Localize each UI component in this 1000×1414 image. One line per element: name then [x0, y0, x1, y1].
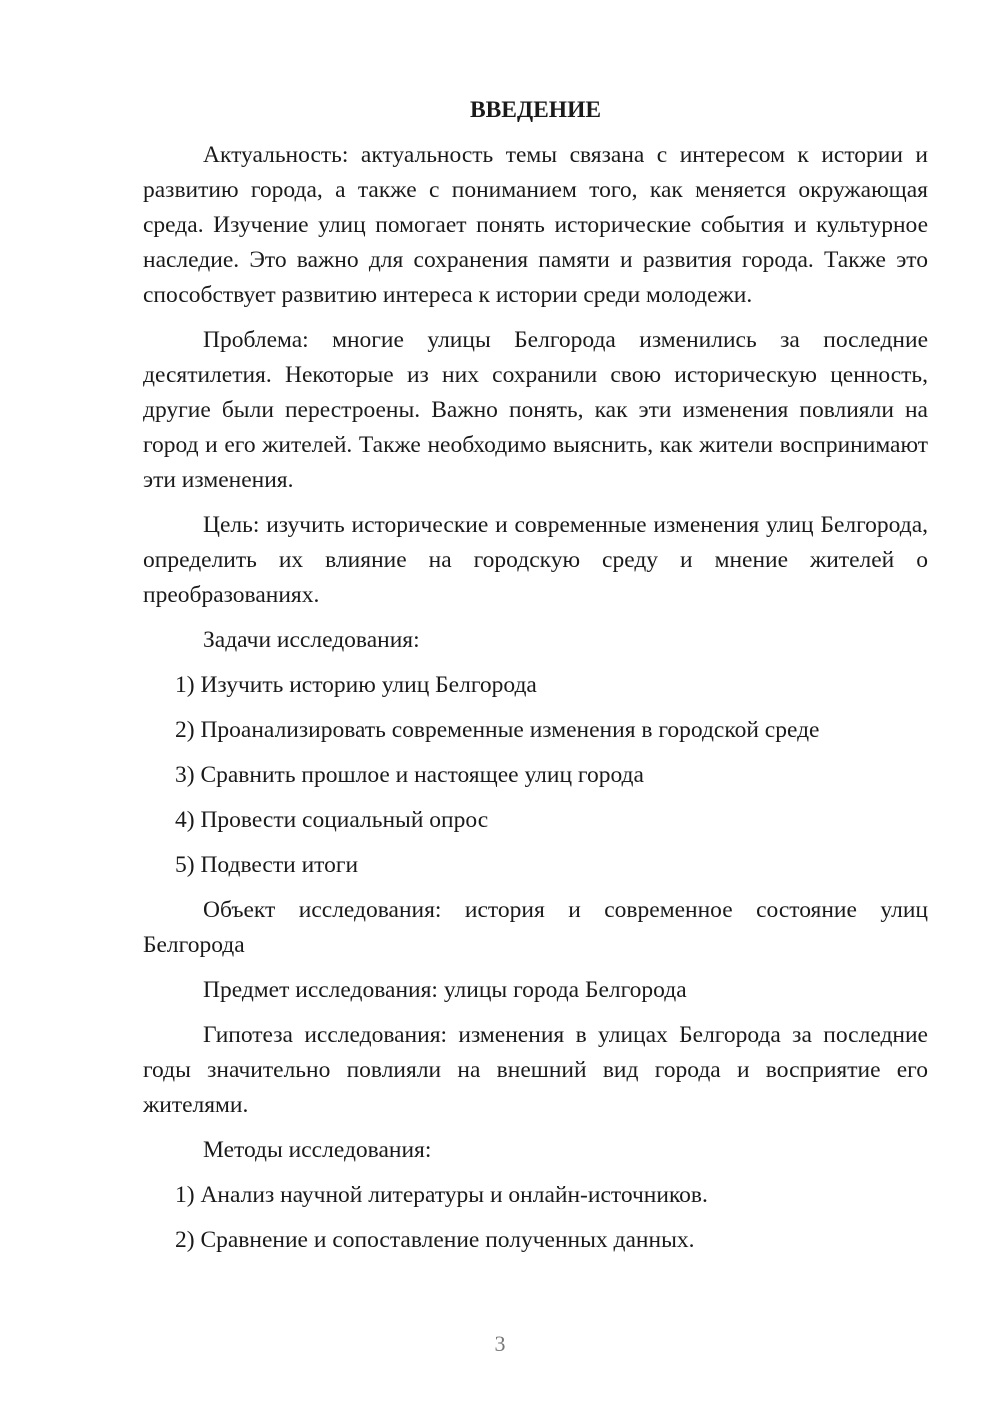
methods-heading: Методы исследования:	[203, 1137, 432, 1163]
list-item: 3) Сравнить прошлое и настоящее улиц города	[175, 762, 644, 788]
hypothesis-paragraph: Гипотеза исследования: изменения в улицах Белгорода за последние годы значительно повлияли на внешний вид города и восприятие его жителями.	[143, 1022, 928, 1118]
tasks-list	[143, 668, 928, 883]
goal-paragraph: Цель: изучить исторические и современные изменения улиц Белгорода, определить их влияние на городскую среду и мнение жителей о преобразованиях.	[143, 512, 928, 608]
object-paragraph: Объект исследования: история и современное состояние улиц Белгорода	[143, 897, 928, 958]
methods-list	[143, 1178, 928, 1258]
list-item: 5) Подвести итоги	[175, 852, 359, 878]
page-content	[143, 93, 928, 1258]
page-title: ВВЕДЕНИЕ	[469, 97, 602, 123]
subject-paragraph: Предмет исследования: улицы города Белгорода	[203, 977, 687, 1003]
list-item: 4) Провести социальный опрос	[175, 807, 489, 833]
relevance-paragraph: Актуальность: актуальность темы связана с интересом к истории и развитию города, а также с пониманием того, как меняется окружающая среда. Изучение улиц помогает понять исторические события и культурное наследие. Это важно для сохранения памяти и развития города. Также это способствует развитию интереса к истории среди молодежи.	[143, 142, 928, 308]
list-item: 1) Анализ научной литературы и онлайн-источников.	[175, 1182, 708, 1208]
problem-paragraph: Проблема: многие улицы Белгорода изменились за последние десятилетия. Некоторые из них сохранили свою историческую ценность, другие были перестроены. Важно понять, как эти изменения повлияли на город и его жителей. Также необходимо выяснить, как жители воспринимают эти изменения.	[143, 327, 928, 493]
tasks-heading: Задачи исследования:	[203, 627, 420, 653]
list-item: 2) Сравнение и сопоставление полученных данных.	[175, 1227, 695, 1253]
page-number: 3	[494, 1331, 506, 1356]
list-item: 2) Проанализировать современные изменения в городской среде	[175, 717, 820, 743]
list-item: 1) Изучить историю улиц Белгорода	[175, 672, 537, 698]
